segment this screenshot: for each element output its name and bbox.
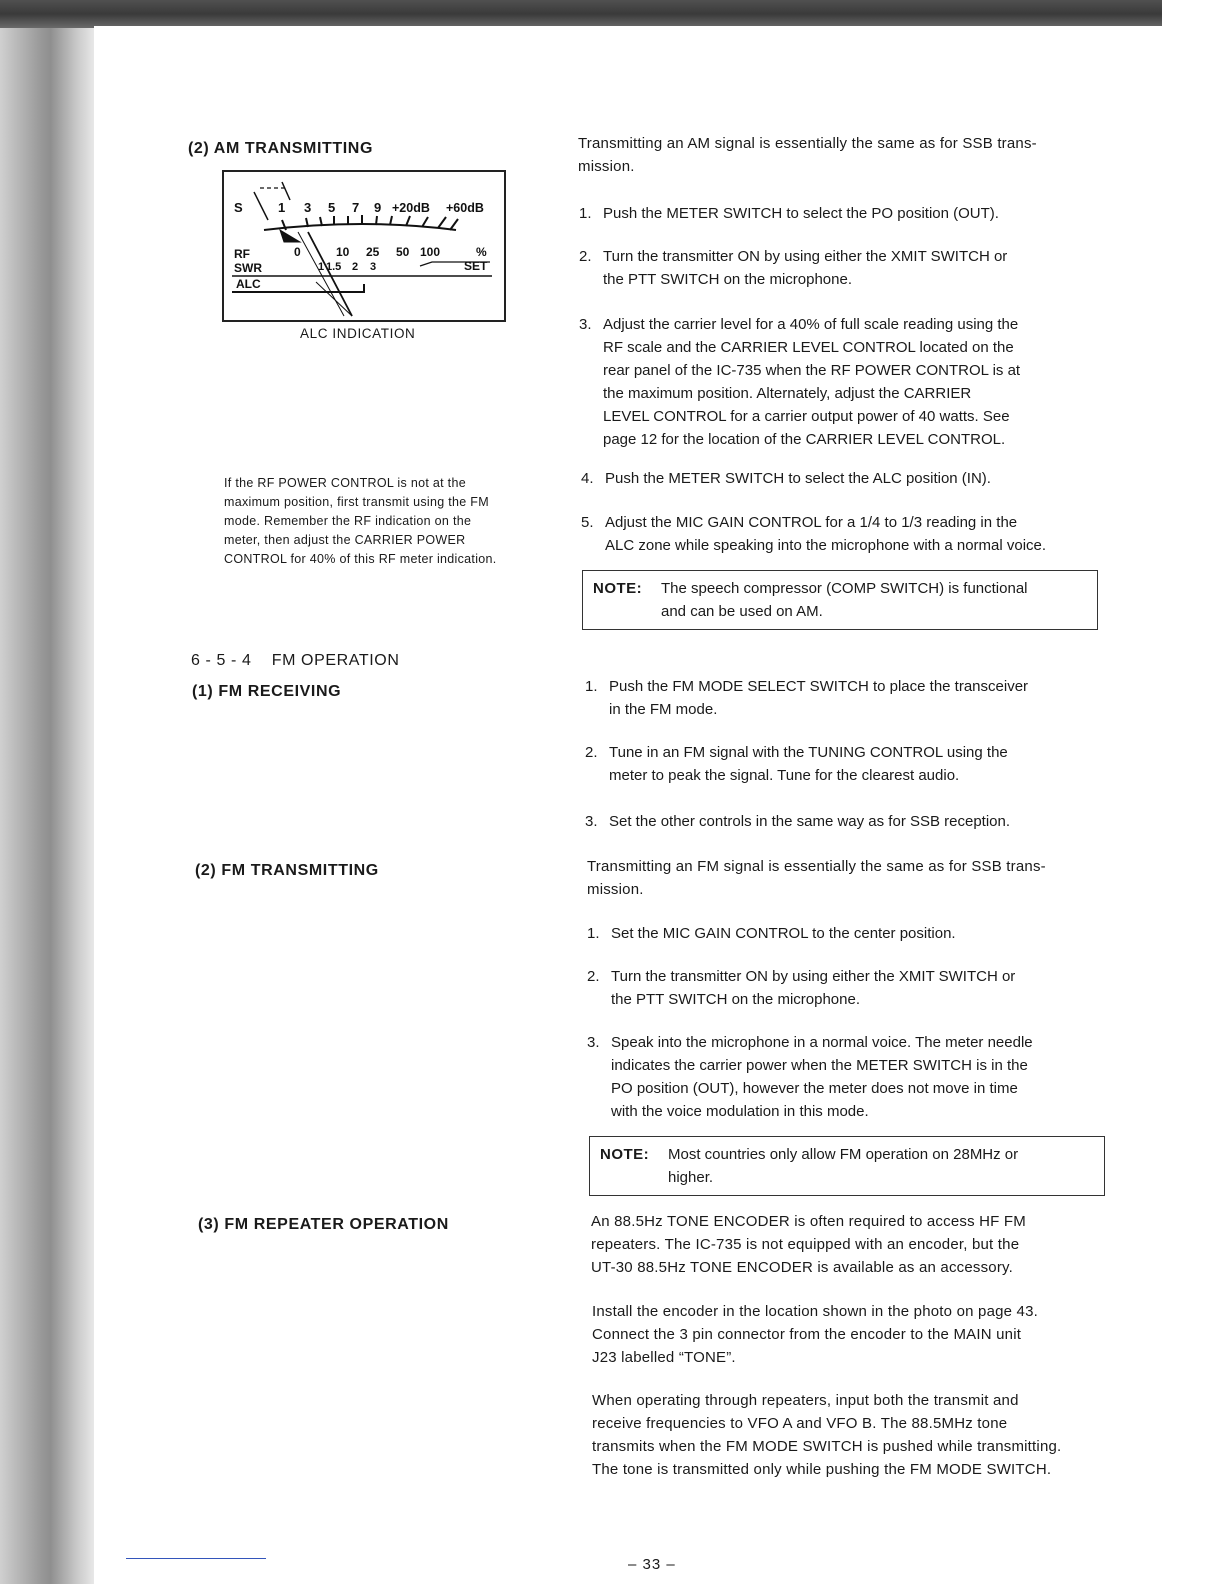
step-number: 1. bbox=[579, 205, 592, 222]
step-line: LEVEL CONTROL for a carrier output power of 40 watts. See bbox=[603, 408, 1010, 425]
swr-scale-1: 1 bbox=[318, 261, 325, 273]
swr-scale-3: 3 bbox=[370, 261, 377, 273]
side-note bbox=[224, 474, 554, 569]
step-number: 3. bbox=[585, 813, 598, 830]
set-label: SET bbox=[464, 259, 488, 273]
step-line: meter to peak the signal. Tune for the clearest audio. bbox=[609, 767, 960, 784]
meter-scale-graphic bbox=[224, 172, 504, 320]
step-line: rear panel of the IC-735 when the RF POWER CONTROL is at bbox=[603, 362, 1021, 379]
note-line: The speech compressor (COMP SWITCH) is functional bbox=[661, 580, 1028, 597]
fm-rx-step-2 bbox=[585, 741, 1129, 787]
am-intro bbox=[578, 132, 1098, 178]
step-line: Adjust the carrier level for a 40% of full scale reading using the bbox=[603, 316, 1019, 333]
paragraph-line: J23 labelled “TONE”. bbox=[592, 1349, 736, 1366]
scale-top-3: 3 bbox=[304, 200, 312, 215]
am-transmitting-heading: (2) AM TRANSMITTING bbox=[188, 140, 374, 157]
note-label: NOTE: bbox=[600, 1146, 650, 1163]
scale-top-1: 1 bbox=[278, 200, 286, 215]
step-number: 2. bbox=[585, 744, 598, 761]
fm-rx-step-3 bbox=[585, 810, 1129, 833]
paragraph-line: Connect the 3 pin connector from the encoder to the MAIN unit bbox=[592, 1326, 1022, 1343]
page-number: – 33 – bbox=[628, 1556, 676, 1573]
step-number: 1. bbox=[587, 925, 600, 942]
swr-scale-1-5: 1.5 bbox=[326, 261, 342, 273]
am-step-3 bbox=[579, 313, 1103, 451]
step-number: 2. bbox=[587, 968, 600, 985]
note-line: and can be used on AM. bbox=[661, 603, 823, 620]
am-step-4 bbox=[581, 467, 1105, 490]
step-line: page 12 for the location of the CARRIER LEVEL CONTROL. bbox=[603, 431, 1006, 448]
step-line: Push the FM MODE SELECT SWITCH to place the transceiver bbox=[609, 678, 1029, 695]
step-number: 2. bbox=[579, 248, 592, 265]
scale-top-20db: +20dB bbox=[392, 201, 430, 215]
step-line: the maximum position. Alternately, adjust the CARRIER bbox=[603, 385, 972, 402]
footer-rule bbox=[126, 1558, 266, 1559]
step-line: RF scale and the CARRIER LEVEL CONTROL located on the bbox=[603, 339, 1014, 356]
rf-scale-25: 25 bbox=[366, 245, 380, 259]
rf-scale-50: 50 bbox=[396, 245, 410, 259]
side-note-line: If the RF POWER CONTROL is not at the bbox=[224, 476, 466, 490]
rf-scale-100: 100 bbox=[420, 245, 441, 259]
meter-diagram bbox=[222, 170, 506, 322]
step-line: Speak into the microphone in a normal voice. The meter needle bbox=[611, 1034, 1033, 1051]
swr-label: SWR bbox=[234, 261, 262, 275]
swr-scale-2: 2 bbox=[352, 261, 359, 273]
repeater-paragraph-2 bbox=[592, 1300, 1116, 1369]
am-step-5 bbox=[581, 511, 1125, 557]
step-number: 1. bbox=[585, 678, 598, 695]
paragraph-line: receive frequencies to VFO A and VFO B. The 88.5MHz tone bbox=[592, 1415, 1008, 1432]
fm-rx-step-1 bbox=[585, 675, 1129, 721]
scale-top-s: S bbox=[234, 200, 243, 215]
paragraph-line: transmits when the FM MODE SWITCH is pushed while transmitting. bbox=[592, 1438, 1062, 1455]
step-number: 3. bbox=[587, 1034, 600, 1051]
step-line: Tune in an FM signal with the TUNING CONTROL using the bbox=[609, 744, 1008, 761]
note-label: NOTE: bbox=[593, 580, 643, 597]
step-line: Push the METER SWITCH to select the ALC position (IN). bbox=[605, 470, 991, 487]
step-line: the PTT SWITCH on the microphone. bbox=[611, 991, 860, 1008]
step-number: 4. bbox=[581, 470, 594, 487]
side-note-line: meter, then adjust the CARRIER POWER bbox=[224, 533, 466, 547]
paragraph-line: UT-30 88.5Hz TONE ENCODER is available as an accessory. bbox=[591, 1259, 1013, 1276]
rf-scale-percent: % bbox=[476, 245, 487, 259]
am-step-2 bbox=[579, 245, 1103, 291]
fm-transmitting-heading: (2) FM TRANSMITTING bbox=[195, 862, 379, 879]
step-line: Set the other controls in the same way as for SSB reception. bbox=[609, 813, 1011, 830]
scale-top-7: 7 bbox=[352, 200, 360, 215]
step-number: 3. bbox=[579, 316, 592, 333]
step-line: Turn the transmitter ON by using either the XMIT SWITCH or bbox=[611, 968, 1016, 985]
step-line: with the voice modulation in this mode. bbox=[611, 1103, 869, 1120]
rf-label: RF bbox=[234, 247, 250, 261]
am-step-1 bbox=[579, 202, 1103, 225]
scale-top-9: 9 bbox=[374, 200, 382, 215]
repeater-paragraph-3 bbox=[592, 1389, 1118, 1481]
step-line: in the FM mode. bbox=[609, 701, 718, 718]
step-line: indicates the carrier power when the METER SWITCH is in the bbox=[611, 1057, 1028, 1074]
fm-note-box bbox=[589, 1136, 1105, 1196]
note-line: Most countries only allow FM operation on 28MHz or bbox=[668, 1146, 1019, 1163]
scan-shadow bbox=[50, 28, 94, 1584]
paragraph-line: The tone is transmitted only while pushing the FM MODE SWITCH. bbox=[592, 1461, 1052, 1478]
paragraph-line: When operating through repeaters, input both the transmit and bbox=[592, 1392, 1019, 1409]
note-line: higher. bbox=[668, 1169, 714, 1186]
am-intro-line: mission. bbox=[578, 158, 635, 175]
repeater-paragraph-1 bbox=[591, 1210, 1115, 1279]
meter-caption: ALC INDICATION bbox=[300, 326, 416, 341]
step-line: Turn the transmitter ON by using either the XMIT SWITCH or bbox=[603, 248, 1008, 265]
scan-edge-top bbox=[0, 0, 1162, 28]
step-line: the PTT SWITCH on the microphone. bbox=[603, 271, 852, 288]
paragraph-line: Install the encoder in the location shown in the photo on page 43. bbox=[592, 1303, 1039, 1320]
am-intro-line: Transmitting an AM signal is essentially the same as for SSB trans- bbox=[578, 135, 1037, 152]
alc-label: ALC bbox=[236, 277, 261, 291]
fm-tx-step-2 bbox=[587, 965, 1131, 1011]
fm-tx-step-1 bbox=[587, 922, 1131, 945]
scale-top-5: 5 bbox=[328, 200, 336, 215]
section-title: 6 - 5 - 4 FM OPERATION bbox=[191, 652, 400, 669]
fm-tx-intro-line: mission. bbox=[587, 881, 644, 898]
step-line: Adjust the MIC GAIN CONTROL for a 1/4 to 1/3 reading in the bbox=[605, 514, 1018, 531]
rf-scale-10: 10 bbox=[336, 245, 350, 259]
side-note-line: mode. Remember the RF indication on the bbox=[224, 514, 472, 528]
side-note-line: CONTROL for 40% of this RF meter indication. bbox=[224, 552, 497, 566]
fm-receiving-heading: (1) FM RECEIVING bbox=[192, 683, 342, 700]
step-line: Set the MIC GAIN CONTROL to the center position. bbox=[611, 925, 956, 942]
fm-tx-intro bbox=[587, 855, 1107, 901]
scan-margin-right bbox=[1162, 0, 1224, 1584]
scale-top-60db: +60dB bbox=[446, 201, 484, 215]
fm-tx-step-3 bbox=[587, 1031, 1131, 1123]
rf-scale-0: 0 bbox=[294, 245, 301, 259]
fm-repeater-heading: (3) FM REPEATER OPERATION bbox=[198, 1216, 449, 1233]
step-line: ALC zone while speaking into the microphone with a normal voice. bbox=[605, 537, 1047, 554]
fm-tx-intro-line: Transmitting an FM signal is essentially the same as for SSB trans- bbox=[587, 858, 1046, 875]
step-number: 5. bbox=[581, 514, 594, 531]
paragraph-line: An 88.5Hz TONE ENCODER is often required to access HF FM bbox=[591, 1213, 1026, 1230]
am-note-box bbox=[582, 570, 1098, 630]
paragraph-line: repeaters. The IC-735 is not equipped with an encoder, but the bbox=[591, 1236, 1020, 1253]
side-note-line: maximum position, first transmit using the FM bbox=[224, 495, 489, 509]
step-line: PO position (OUT), however the meter does not move in time bbox=[611, 1080, 1018, 1097]
step-line: Push the METER SWITCH to select the PO position (OUT). bbox=[603, 205, 999, 222]
